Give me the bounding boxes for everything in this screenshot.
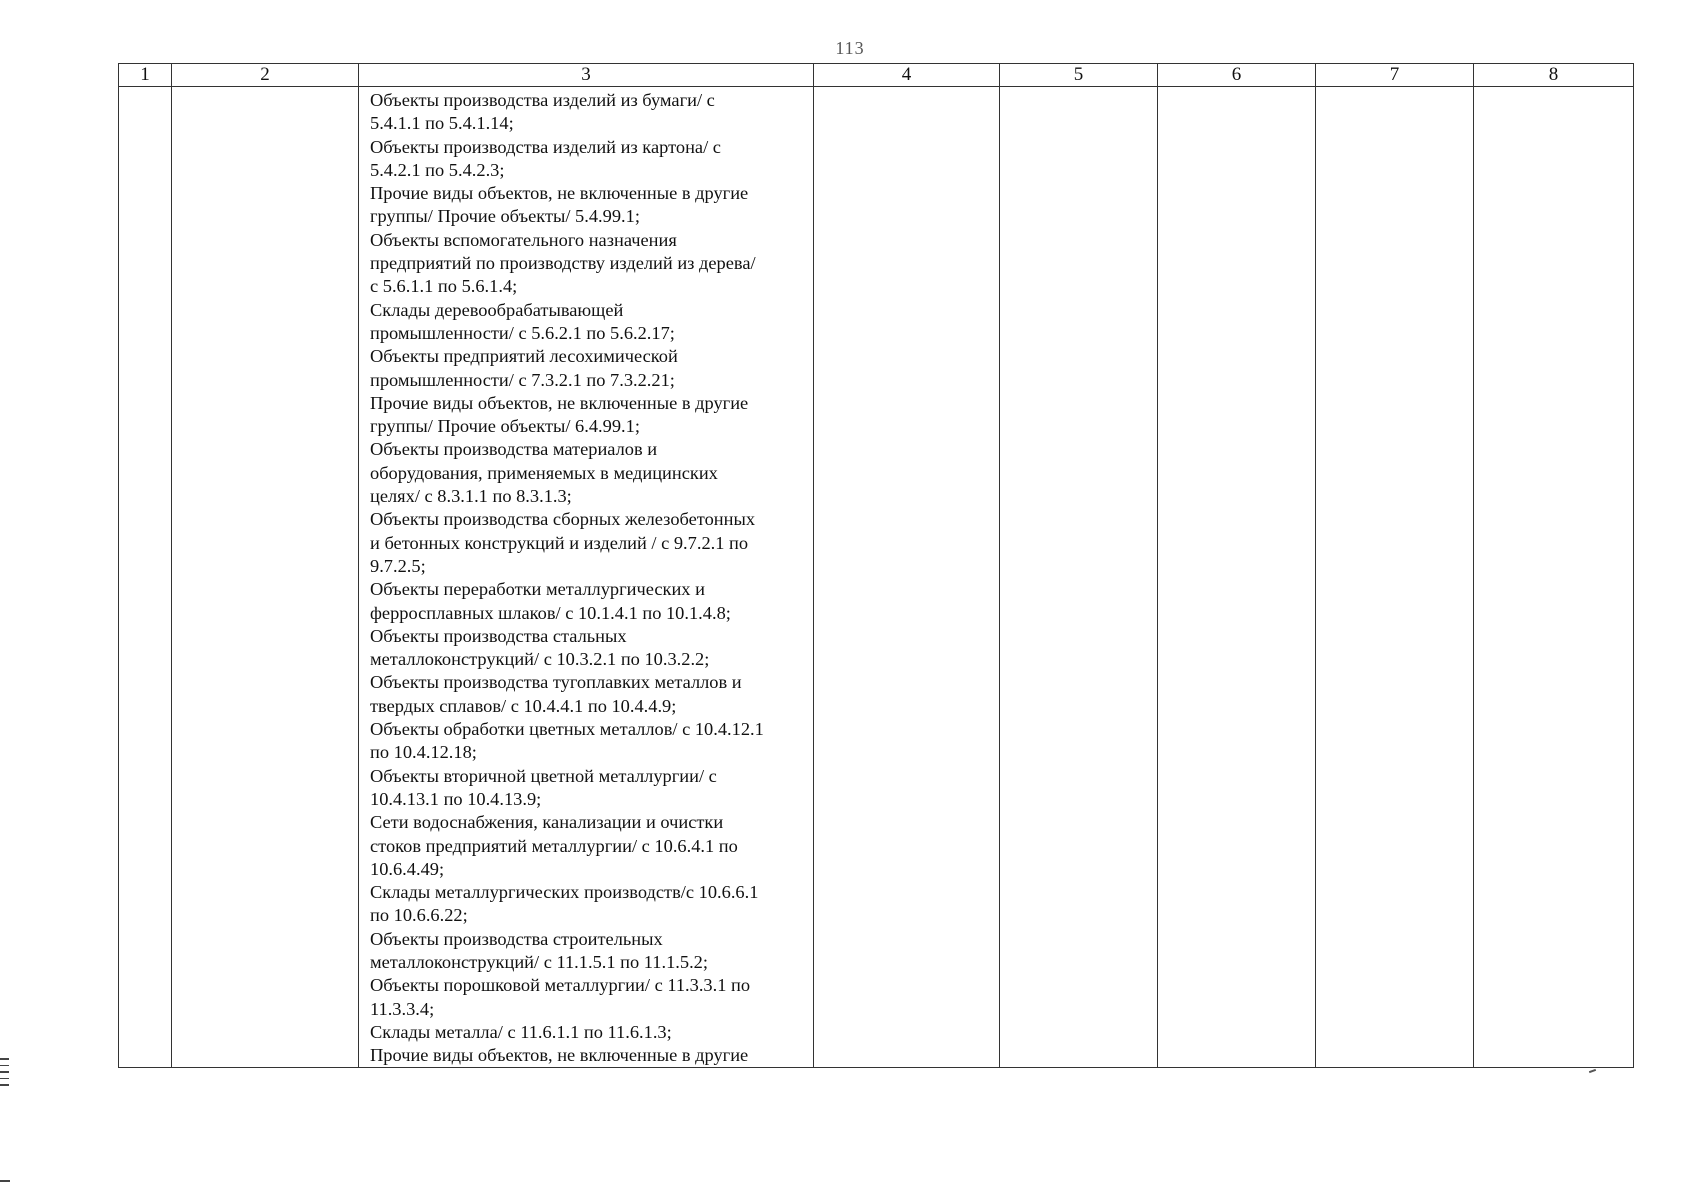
margin-scan-marks (0, 1058, 10, 1091)
margin-dash (0, 1180, 10, 1182)
object-entry: Объекты производства материалов и оборудования, применяемых в медицинских целях/ с 8.3.1.1 по 8.3.1.3; (370, 439, 718, 507)
cell-col-5 (1000, 87, 1158, 1068)
table-row (119, 87, 1634, 1068)
object-entry: Объекты производства стальных металлоконструкций/ с 10.3.2.1 по 10.3.2.2; (370, 625, 710, 670)
cell-col-8 (1474, 87, 1634, 1068)
object-entry: Объекты порошковой металлургии/ с 11.3.3.1 по 11.3.3.4; (370, 975, 751, 1019)
object-entry: Прочие виды объектов, не включенные в другие группы/ Прочие объекты/ 5.4.99.1; (370, 183, 749, 227)
column-header-6: 6 (1158, 64, 1316, 87)
object-entry: Объекты обработки цветных металлов/ с 10.4.12.1 по 10.4.12.18; (370, 719, 764, 763)
column-header-3: 3 (359, 64, 814, 87)
object-entry: Объекты предприятий лесохимической промышленности/ с 7.3.2.1 по 7.3.2.21; (370, 346, 678, 390)
object-entry: Склады деревообрабатывающей промышленности/ с 5.6.2.1 по 5.6.2.17; (370, 299, 675, 343)
object-entry: Объекты вспомогательного назначения предприятий по производству изделий из дерева/ с 5.6.1.1 по 5.6.1.4; (370, 229, 756, 297)
cell-col-2 (172, 87, 359, 1068)
margin-mark (0, 1071, 9, 1073)
object-entry: Объекты производства строительных металлоконструкций/ с 11.1.5.1 по 11.1.5.2; (370, 928, 708, 972)
column-header-2: 2 (172, 64, 359, 87)
object-entry: Сети водоснабжения, канализации и очистки стоков предприятий металлургии/ с 10.6.4.1 по 10.6.4.49; (370, 812, 738, 879)
cell-col-1 (119, 87, 172, 1068)
document-table (118, 63, 1634, 1068)
cell-col-6 (1158, 87, 1316, 1068)
cell-col-7 (1316, 87, 1474, 1068)
object-entry: Склады металлургических производств/с 10.6.6.1 по 10.6.6.22; (370, 882, 759, 926)
cell-col-3 (359, 87, 814, 1068)
object-entry: Объекты производства изделий из картона/ с 5.4.2.1 по 5.4.2.3; (370, 136, 721, 180)
page-number: 113 (835, 38, 865, 58)
corner-mark (1589, 1069, 1596, 1073)
cell-col-4 (814, 87, 1000, 1068)
column-header-4: 4 (814, 64, 1000, 87)
margin-mark (0, 1078, 9, 1080)
column-header-1: 1 (119, 64, 172, 87)
margin-mark (0, 1065, 9, 1067)
object-entry: Объекты производства тугоплавких металлов и твердых сплавов/ с 10.4.4.1 по 10.4.4.9; (370, 672, 742, 716)
column-header-5: 5 (1000, 64, 1158, 87)
object-entry: Объекты производства изделий из бумаги/ с 5.4.1.1 по 5.4.1.14; (370, 90, 715, 134)
column-header-7: 7 (1316, 64, 1474, 87)
column-header-8: 8 (1474, 64, 1634, 87)
margin-mark (0, 1084, 9, 1086)
object-entry: Объекты переработки металлургических и ферросплавных шлаков/ с 10.1.4.1 по 10.1.4.8; (370, 579, 731, 623)
object-entry: Объекты вторичной цветной металлургии/ с 10.4.13.1 по 10.4.13.9; (370, 765, 717, 809)
object-entry: Прочие виды объектов, не включенные в другие группы/ Прочие объекты/ 6.4.99.1; (370, 392, 749, 437)
object-entry: Объекты производства сборных железобетонных и бетонных конструкций и изделий / с 9.7.2.1 по 9.7.2.5; (370, 509, 756, 576)
margin-mark (0, 1058, 9, 1060)
header-row (119, 64, 1634, 87)
object-entry: Прочие виды объектов, не включенные в другие (370, 1045, 749, 1066)
object-entry: Склады металла/ с 11.6.1.1 по 11.6.1.3; (370, 1021, 672, 1042)
